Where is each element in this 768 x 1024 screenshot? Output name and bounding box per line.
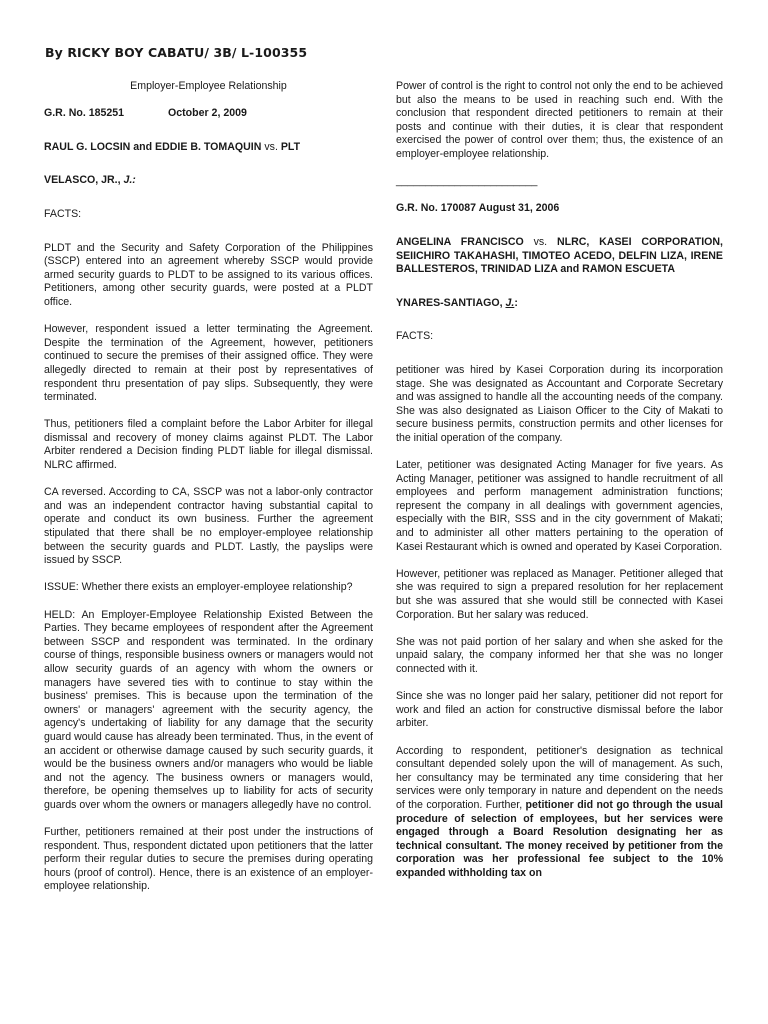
case2-facts-p6 (396, 745, 723, 881)
case2-facts-p2: Later, petitioner was designated Acting Manager for five years. As Acting Manager, petitioner was assigned to handle recruitment of all employees and perform management administration functions; represent the company in all dealings with government agencies, especially with the BIR, SSS and in the city government of Makati; and to administer all other matters pertaining to the operation of Kasei Restaurant which is owned and operated by Kasei Corporation. (396, 459, 723, 553)
case1-facts-p4: CA reversed. According to CA, SSCP was not a labor-only contractor and was an independent contractor having substantial capital to operate and conduct its own business. Further the agreement stipulated that there shall be no employer-employee relationship between the security guards and PLDT. Lastly, the payslips were issued by SSCP. (44, 486, 373, 567)
case2-ponente-j: J. (505, 296, 515, 309)
case1-ponente-name: VELASCO, JR., (44, 174, 124, 187)
left-column (44, 80, 373, 908)
case2-parties-b: NLRC, KASEI CORPORATION, SEIICHIRO TAKAHASHI, TIMOTEO ACEDO, DELFIN LIZA, IRENE BALLESTEROS, TRINIDAD LIZA and RAMON ESCUETA (396, 235, 723, 276)
case2-facts-p3: However, petitioner was replaced as Manager. Petitioner alleged that she was required to sign a prepared resolution for her replacement but she was assured that she would still be connected with Kasei Corporation. But her salary was reduced. (396, 567, 723, 621)
case1-facts-p2: However, respondent issued a letter terminating the Agreement. Despite the termination of the Agreement, however, petitioners continued to secure the premises of their assigned office. They were allegedly directed to remain at their post by representatives of respondent thru presentation of pay slips. Subsequently, they were terminated. (44, 323, 373, 404)
case2-p6-bold: petitioner did not go through the usual procedure of selection of employees, but her services were engaged through a Board Resolution designating her as technical consultant. The money received by petitioner from the corporation was her professional fee subject to the 10% expanded withholding tax on (396, 798, 723, 879)
case2-parties-a: ANGELINA FRANCISCO (396, 235, 524, 248)
case2-facts-p5: Since she was no longer paid her salary, petitioner did not report for work and filed an action for constructive dismissal before the labor arbiter. (396, 690, 723, 730)
case2-parties (396, 236, 723, 277)
case1-gr-no: G.R. No. 185251 (44, 107, 125, 120)
case1-p5: Further, petitioners remained at their post under the instructions of respondent. Thus, respondent dictated upon petitioners that the latter perform their regular duties to secure the premises during operating hours (proof of control). Hence, there is an existence of an employer-employee relationship. (44, 826, 373, 893)
case1-date: October 2, 2009 (168, 107, 247, 120)
section-divider: ________________________ (396, 175, 538, 188)
case1-parties-a: RAUL G. LOCSIN and EDDIE B. TOMAQUIN (44, 140, 262, 153)
case2-facts-p4: She was not paid portion of her salary and when she asked for the unpaid salary, the company informed her that she was no longer connected with it. (396, 635, 723, 675)
case1-facts-p1: PLDT and the Security and Safety Corporation of the Philippines (SSCP) entered into an agreement whereby SSCP would provide armed security guards to PLDT to be assigned to its various offices. Petitioners, among other security guards, were posted at a PLDT office. (44, 241, 373, 308)
case1-held: HELD: An Employer-Employee Relationship Existed Between the Parties. They became employees of respondent after the Agreement between SSCP and respondent was terminated. In the ordinary course of things, responsible business owners or managers would not allow security guards of an agency with whom the owners or managers have severed ties with to continue to stay within the business' premises. This is because upon the termination of the owners' or managers' agreement with the security agency, the agency's undertaking of liability for any damage that the security guard would cause has already been terminated. Thus, in the event of an accident or otherwise damage caused by such security guards, it would be the business owners and/or managers who would be liable and not the agency. The business owners or managers would, therefore, be opening themselves up to liability for acts of security guards over whom the owners or managers allegedly have no control. (44, 608, 373, 811)
case2-gr-line: G.R. No. 170087 August 31, 2006 (396, 202, 560, 215)
case2-p6-plain: According to respondent, petitioner's designation as technical consultant depended solely upon the will of management. As such, her consultancy may be terminated any time considering that her services were only temporary in nature and dependent on the needs of the corporation. Further, (396, 744, 723, 811)
case1-p6: Power of control is the right to control not only the end to be achieved but also the means to be used in reaching such end. With the conclusion that respondent directed petitioners to remain at their posts and continue with their duties, it is clear that respondent exercised the power of control over them; thus, the existence of an employer-employee relationship. (396, 80, 723, 160)
case1-ponente-j: J.: (123, 174, 136, 187)
case2-vs: vs. (533, 235, 548, 248)
case1-parties (44, 141, 373, 155)
case2-facts-label: FACTS: (396, 330, 434, 343)
case2-ponente-colon: : (514, 296, 518, 309)
case1-ponente (44, 174, 373, 188)
case1-facts-p3: Thus, petitioners filed a complaint before the Labor Arbiter for illegal dismissal and recovery of money claims against PLDT. The Labor Arbiter rendered a Decision finding PLDT liable for illegal dismissal. NLRC affirmed. (44, 418, 373, 472)
case2-ponente (396, 297, 723, 311)
case1-issue: ISSUE: Whether there exists an employer-employee relationship? (44, 581, 353, 594)
case1-gr-line (44, 107, 373, 121)
case1-subject: Employer-Employee Relationship (130, 80, 287, 92)
case1-parties-b: PLT (280, 140, 301, 153)
case2-ponente-name: YNARES-SANTIAGO, (396, 296, 506, 309)
right-column (396, 80, 723, 894)
author-header: By RICKY BOY CABATU/ 3B/ L-100355 (45, 45, 308, 60)
case2-facts-p1: petitioner was hired by Kasei Corporation during its incorporation stage. She was designated as Accountant and Corporate Secretary and was assigned to handle all the accounting needs of the company. She was also designated as Liaison Officer to the City of Makati to secure business permits, construction permits and other licenses for the initial operation of the company. (396, 363, 723, 444)
case1-vs: vs. (264, 140, 278, 153)
case1-facts-label: FACTS: (44, 207, 82, 220)
